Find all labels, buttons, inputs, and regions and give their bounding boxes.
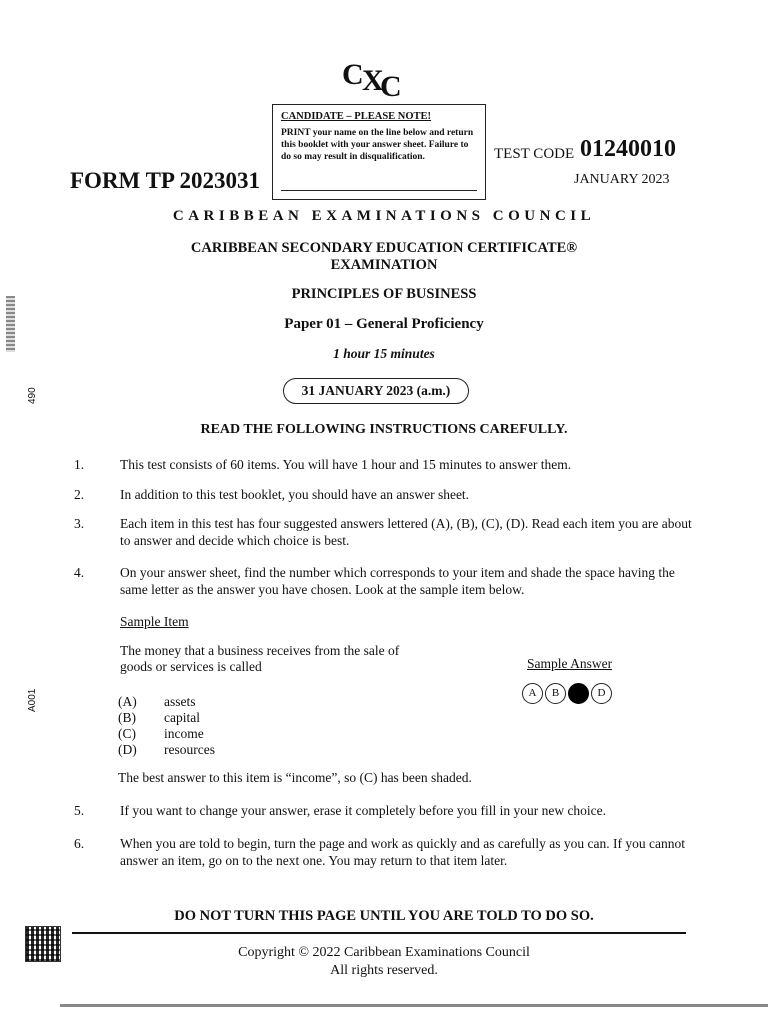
instruction-number: 5. <box>74 803 85 818</box>
answer-bubble-b: B <box>545 683 566 704</box>
sample-options <box>118 694 215 758</box>
side-code-bottom: A001 <box>27 688 38 712</box>
answer-bubble-c: C <box>568 683 589 704</box>
final-warning: DO NOT TURN THIS PAGE UNTIL YOU ARE TOLD TO DO SO. <box>174 908 594 924</box>
option-row <box>118 726 215 742</box>
candidate-notice-box <box>272 104 486 200</box>
option-text: capital <box>164 710 200 725</box>
option-row <box>118 694 215 710</box>
instruction-text: On your answer sheet, find the number which corresponds to your item and shade the space having the same letter as the answer you have chosen. Look at the sample item below. <box>120 565 675 597</box>
instruction-number: 6. <box>74 836 85 851</box>
instruction-text: This test consists of 60 items. You will have 1 hour and 15 minutes to answer them. <box>120 457 572 472</box>
instruction-number: 3. <box>74 516 85 531</box>
council-name: CARIBBEAN EXAMINATIONS COUNCIL <box>172 208 596 224</box>
cxc-logo-letter-c1: C <box>342 58 364 91</box>
option-text: resources <box>164 742 215 757</box>
instruction-number: 2. <box>74 487 85 502</box>
cxc-logo-letter-x: X <box>362 64 384 97</box>
instruction-text: When you are told to begin, turn the page and work as quickly and as carefully as you can. If you cannot answer an item, go on to the next one. You may return to that item later. <box>120 836 685 868</box>
instruction-text: If you want to change your answer, erase it completely before you fill in your new choice. <box>120 803 607 818</box>
sample-answer-bubbles <box>522 683 612 705</box>
option-letter: (D) <box>118 742 137 757</box>
sample-explanation: The best answer to this item is “income”, so (C) has been shaded. <box>118 770 472 785</box>
instruction-text: In addition to this test booklet, you should have an answer sheet. <box>120 487 470 502</box>
notice-body: PRINT your name on the line below and return this booklet with your answer sheet. Failure to do so may result in disqualification. <box>281 128 474 162</box>
name-line <box>281 190 477 191</box>
option-letter: (A) <box>118 694 137 709</box>
cxc-logo <box>338 52 408 104</box>
exam-date-pill: 31 JANUARY 2023 (a.m.) <box>283 378 469 404</box>
option-text: assets <box>164 694 196 709</box>
certificate-line-1: CARIBBEAN SECONDARY EDUCATION CERTIFICATE® <box>190 240 578 256</box>
instruction-text: Each item in this test has four suggested answers lettered (A), (B), (C), (D). Read each item you are about to answer and decide which choice is best. <box>120 516 692 548</box>
answer-bubble-d: D <box>591 683 612 704</box>
instructions-heading: READ THE FOLLOWING INSTRUCTIONS CAREFULLY. <box>200 422 568 437</box>
notice-heading: CANDIDATE – PLEASE NOTE! <box>281 111 432 122</box>
footer-rule <box>72 932 686 934</box>
test-code-label: TEST CODE <box>494 146 575 162</box>
cxc-logo-letter-c2: C <box>380 70 402 103</box>
sample-question: The money that a business receives from the sale of goods or services is called <box>120 643 400 674</box>
test-code-value: 01240010 <box>580 136 676 162</box>
option-row <box>118 710 215 726</box>
form-code: FORM TP 2023031 <box>70 168 260 193</box>
exam-duration: 1 hour 15 minutes <box>333 346 435 361</box>
certificate-line-2: EXAMINATION <box>330 257 438 273</box>
copyright-line-1: Copyright © 2022 Caribbean Examinations Council <box>238 945 530 960</box>
exam-month: JANUARY 2023 <box>574 172 670 187</box>
sample-answer-label: Sample Answer <box>527 656 613 671</box>
side-barcode <box>6 296 15 352</box>
sample-item-label: Sample Item <box>120 614 189 629</box>
answer-bubble-a: A <box>522 683 543 704</box>
copyright <box>0 944 768 980</box>
instruction-number: 4. <box>74 565 85 580</box>
certificate-title <box>0 240 768 274</box>
instruction-number: 1. <box>74 457 85 472</box>
page-edge <box>60 1004 768 1007</box>
subject-title: PRINCIPLES OF BUSINESS <box>291 286 477 302</box>
option-letter: (B) <box>118 710 136 725</box>
option-row <box>118 742 215 758</box>
option-text: income <box>164 726 204 741</box>
paper-title: Paper 01 – General Proficiency <box>284 316 484 332</box>
option-letter: (C) <box>118 726 136 741</box>
copyright-line-2: All rights reserved. <box>330 963 438 978</box>
side-code-top: 490 <box>27 387 38 404</box>
